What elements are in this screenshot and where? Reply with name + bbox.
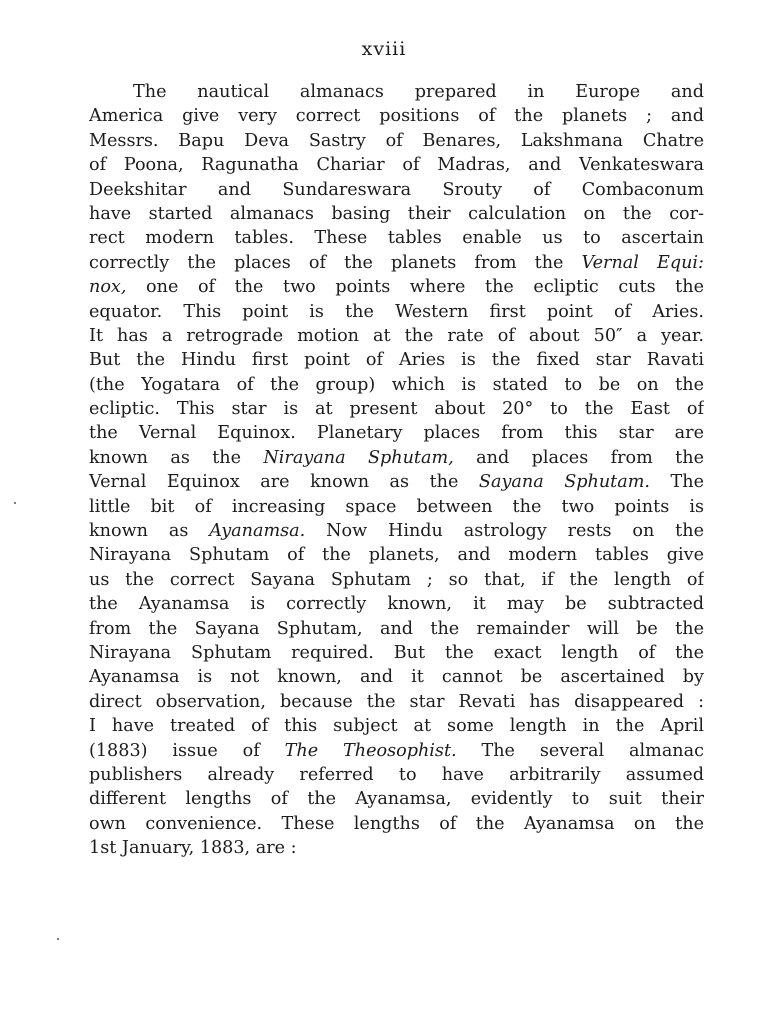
- italic-phrase: nox,: [89, 277, 127, 298]
- text-run: of Poona, Ragunatha Chariar of Madras, and Venkateswara: [89, 155, 704, 176]
- text-run: The several almanac: [456, 740, 704, 761]
- text-line: [89, 373, 704, 397]
- text-line: [89, 104, 704, 128]
- text-run: have started almanacs basing their calculation on the cor-: [89, 203, 704, 224]
- text-run: ecliptic. This star is at present about 20° to the East of: [89, 399, 704, 420]
- text-run: direct observation, because the star Revati has disappeared :: [89, 691, 704, 712]
- text-run: The: [650, 472, 704, 493]
- text-run: and places from the: [453, 447, 704, 468]
- text-line: [89, 641, 704, 665]
- text-run: from the Sayana Sphutam, and the remainder will be the: [89, 618, 704, 639]
- text-run: known as the: [89, 447, 264, 468]
- italic-phrase: Nirayana Sphutam,: [263, 447, 454, 468]
- italic-phrase: Vernal Equi:: [581, 252, 704, 273]
- text-line: [89, 348, 704, 372]
- text-run: known as: [89, 521, 210, 542]
- text-line: [89, 739, 704, 763]
- text-line: [89, 324, 704, 348]
- text-run: us the correct Sayana Sphutam ; so that, if the length of: [89, 569, 704, 590]
- text-line: [89, 80, 704, 104]
- scan-speck: [57, 938, 59, 940]
- text-run: the Ayanamsa is correctly known, it may be subtracted: [89, 594, 704, 615]
- text-run: one of the two points where the ecliptic cuts the: [126, 277, 704, 298]
- text-run: correctly the places of the planets from the: [89, 252, 582, 273]
- text-run: Deekshitar and Sundareswara Srouty of Combaconum: [89, 179, 704, 200]
- text-run: (the Yogatara of the group) which is stated to be on the: [89, 374, 704, 395]
- text-line: [89, 275, 704, 299]
- text-line: [89, 617, 704, 641]
- text-run: But the Hindu first point of Aries is the fixed star Ravati: [89, 350, 704, 371]
- text-line: [89, 495, 704, 519]
- text-line: [89, 226, 704, 250]
- text-line: [89, 665, 704, 689]
- italic-phrase: The Theosophist.: [284, 740, 457, 761]
- body-paragraph: [89, 80, 704, 861]
- text-line: [89, 787, 704, 811]
- text-line: [89, 519, 704, 543]
- text-line: [89, 763, 704, 787]
- text-run: rect modern tables. These tables enable us to ascertain: [89, 228, 704, 249]
- text-line: [89, 421, 704, 445]
- text-line: [89, 592, 704, 616]
- text-line: [89, 568, 704, 592]
- text-line: [89, 446, 704, 470]
- text-line: [89, 812, 704, 836]
- text-run: I have treated of this subject at some length in the April: [89, 716, 704, 737]
- text-line: [89, 251, 704, 275]
- italic-phrase: Ayanamsa.: [209, 521, 306, 542]
- text-run: It has a retrograde motion at the rate of about 50″ a year.: [89, 325, 704, 346]
- text-run: (1883) issue of: [89, 740, 285, 761]
- text-line: [89, 714, 704, 738]
- text-run: the Vernal Equinox. Planetary places from this star are: [89, 423, 704, 444]
- text-line: [89, 178, 704, 202]
- text-line: [89, 543, 704, 567]
- text-run: publishers already referred to have arbitrarily assumed: [89, 764, 704, 785]
- text-run: 1st January, 1883, are :: [89, 838, 297, 859]
- text-run: Messrs. Bapu Deva Sastry of Benares, Lakshmana Chatre: [89, 130, 704, 151]
- text-run: little bit of increasing space between the two points is: [89, 496, 704, 517]
- text-run: Now Hindu astrology rests on the: [305, 521, 704, 542]
- italic-phrase: Sayana Sphutam.: [478, 472, 651, 493]
- text-run: America give very correct positions of the planets ; and: [89, 106, 704, 127]
- text-line: [89, 836, 704, 860]
- text-run: Ayanamsa is not known, and it cannot be ascertained by: [89, 667, 704, 688]
- text-line: [89, 300, 704, 324]
- text-run: The nautical almanacs prepared in Europe and: [133, 82, 704, 102]
- page-number: xviii: [361, 38, 407, 60]
- text-run: different lengths of the Ayanamsa, evidently to suit their: [89, 789, 704, 810]
- text-run: Nirayana Sphutam of the planets, and modern tables give: [89, 545, 704, 566]
- text-run: Nirayana Sphutam required. But the exact length of the: [89, 642, 704, 663]
- text-line: [89, 690, 704, 714]
- text-line: [89, 470, 704, 494]
- text-run: own convenience. These lengths of the Ayanamsa on the: [89, 813, 704, 834]
- text-run: Vernal Equinox are known as the: [89, 472, 479, 493]
- scan-speck: [14, 502, 16, 504]
- text-run: equator. This point is the Western first point of Aries.: [89, 301, 704, 322]
- text-line: [89, 129, 704, 153]
- text-line: [89, 202, 704, 226]
- text-line: [89, 153, 704, 177]
- text-line: [89, 397, 704, 421]
